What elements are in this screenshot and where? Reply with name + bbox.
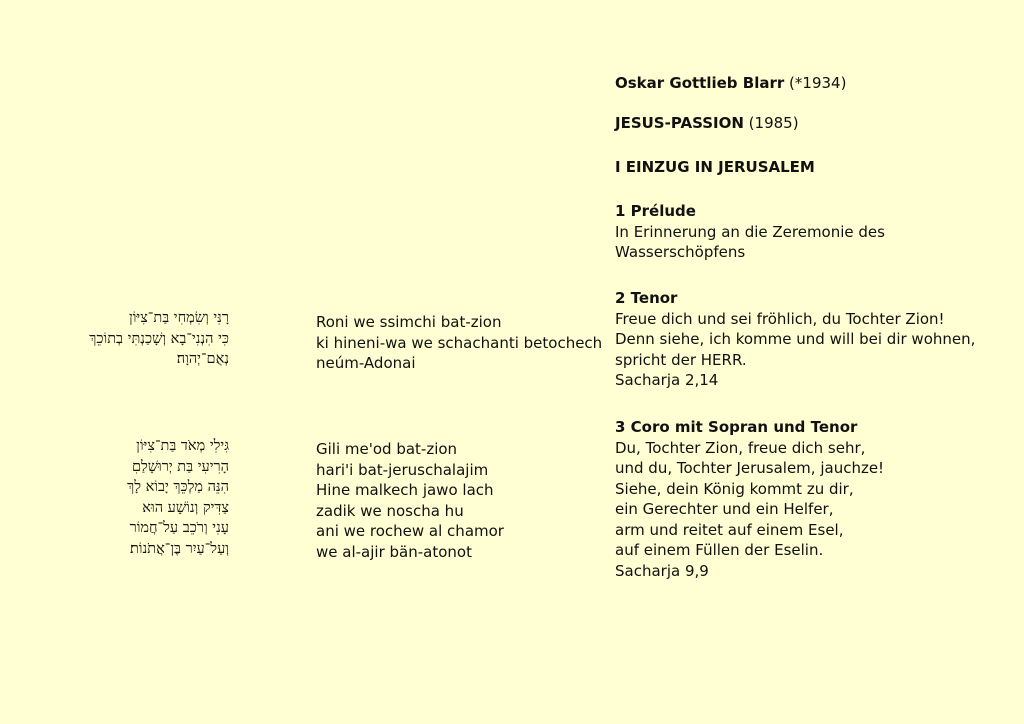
work-line xyxy=(615,113,799,134)
transliteration-line: hari'i bat-jeruschalajim xyxy=(316,460,489,479)
german-line: ein Gerechter und ein Helfer, xyxy=(615,500,834,518)
hebrew-line: וְעַל־עַיִר בֶּן־אֲתֹנוֹת׃ xyxy=(129,540,229,557)
german-line: Freue dich und sei fröhlich, du Tochter Zion! xyxy=(615,309,945,328)
transliteration-line: ani we rochew al chamor xyxy=(316,522,504,540)
german-line: spricht der HERR. xyxy=(615,350,747,369)
transliteration-line: ki hineni-wa we schachanti betochech xyxy=(316,333,603,352)
bible-reference: Sacharja 2,14 xyxy=(615,371,719,389)
bible-reference: Sacharja 9,9 xyxy=(615,561,709,580)
hebrew-line: עָנִי וְרֹכֵב עַל־חֲמוֹר xyxy=(129,520,229,536)
transliteration-block-3 xyxy=(316,439,504,562)
movement-3 xyxy=(615,417,884,581)
hebrew-block-2 xyxy=(89,308,229,370)
german-line: Wasserschöpfens xyxy=(615,243,746,261)
transliteration-line: neúm-Adonai xyxy=(316,354,416,372)
german-line: Du, Tochter Zion, freue dich sehr, xyxy=(615,438,866,457)
composer-name: Oskar Gottlieb Blarr xyxy=(615,74,785,92)
composer-line xyxy=(615,73,846,94)
movement-title: 2 Tenor xyxy=(615,289,678,307)
hebrew-block-3 xyxy=(127,436,229,559)
german-line: auf einem Füllen der Eselin. xyxy=(615,541,824,559)
movement-2 xyxy=(615,288,975,391)
hebrew-line: הִנֵּה מַלְכֵּךְ יָבוֹא לָךְ xyxy=(127,479,229,495)
transliteration-line: zadik we noscha hu xyxy=(316,501,464,520)
hebrew-line: כִּי הִנְנִי־בָא וְשָׁכַנְתִּי בְתוֹכֵךְ xyxy=(89,330,229,347)
hebrew-line: רָנִּי וְשִׂמְחִי בַּת־צִיּוֹן xyxy=(129,310,229,326)
movement-title: 3 Coro mit Sopran und Tenor xyxy=(615,418,858,436)
german-line: arm und reitet auf einem Esel, xyxy=(615,520,844,539)
movement-1 xyxy=(615,201,885,263)
hebrew-line: הָרִיעִי בַּת יְרוּשָׁלַםִ xyxy=(131,458,229,475)
transliteration-line: Gili me'od bat-zion xyxy=(316,440,458,458)
transliteration-block-2 xyxy=(316,312,602,374)
hebrew-line: צַדִּיק וְנוֹשָׁע הוּא xyxy=(142,499,229,516)
part-title: I EINZUG IN JERUSALEM xyxy=(615,158,815,176)
transliteration-line: we al-ajir bän-atonot xyxy=(316,542,472,561)
transliteration-line: Roni we ssimchi bat-zion xyxy=(316,313,502,331)
transliteration-line: Hine malkech jawo lach xyxy=(316,481,494,499)
german-line: Denn siehe, ich komme und will bei dir wohnen, xyxy=(615,330,976,348)
german-line: Siehe, dein König kommt zu dir, xyxy=(615,479,854,498)
work-year: (1985) xyxy=(748,114,799,132)
movement-title: 1 Prélude xyxy=(615,202,696,220)
german-line: und du, Tochter Jerusalem, jauchze! xyxy=(615,459,885,477)
hebrew-line: נְאֻם־יְהוָה׃ xyxy=(176,351,229,367)
work-title: JESUS-PASSION xyxy=(615,114,744,132)
composer-dates: (*1934) xyxy=(789,74,847,92)
german-line: In Erinnerung an die Zeremonie des xyxy=(615,222,885,241)
hebrew-line: גִּילִי מְאֹד בַּת־צִיּוֹן xyxy=(136,438,229,454)
